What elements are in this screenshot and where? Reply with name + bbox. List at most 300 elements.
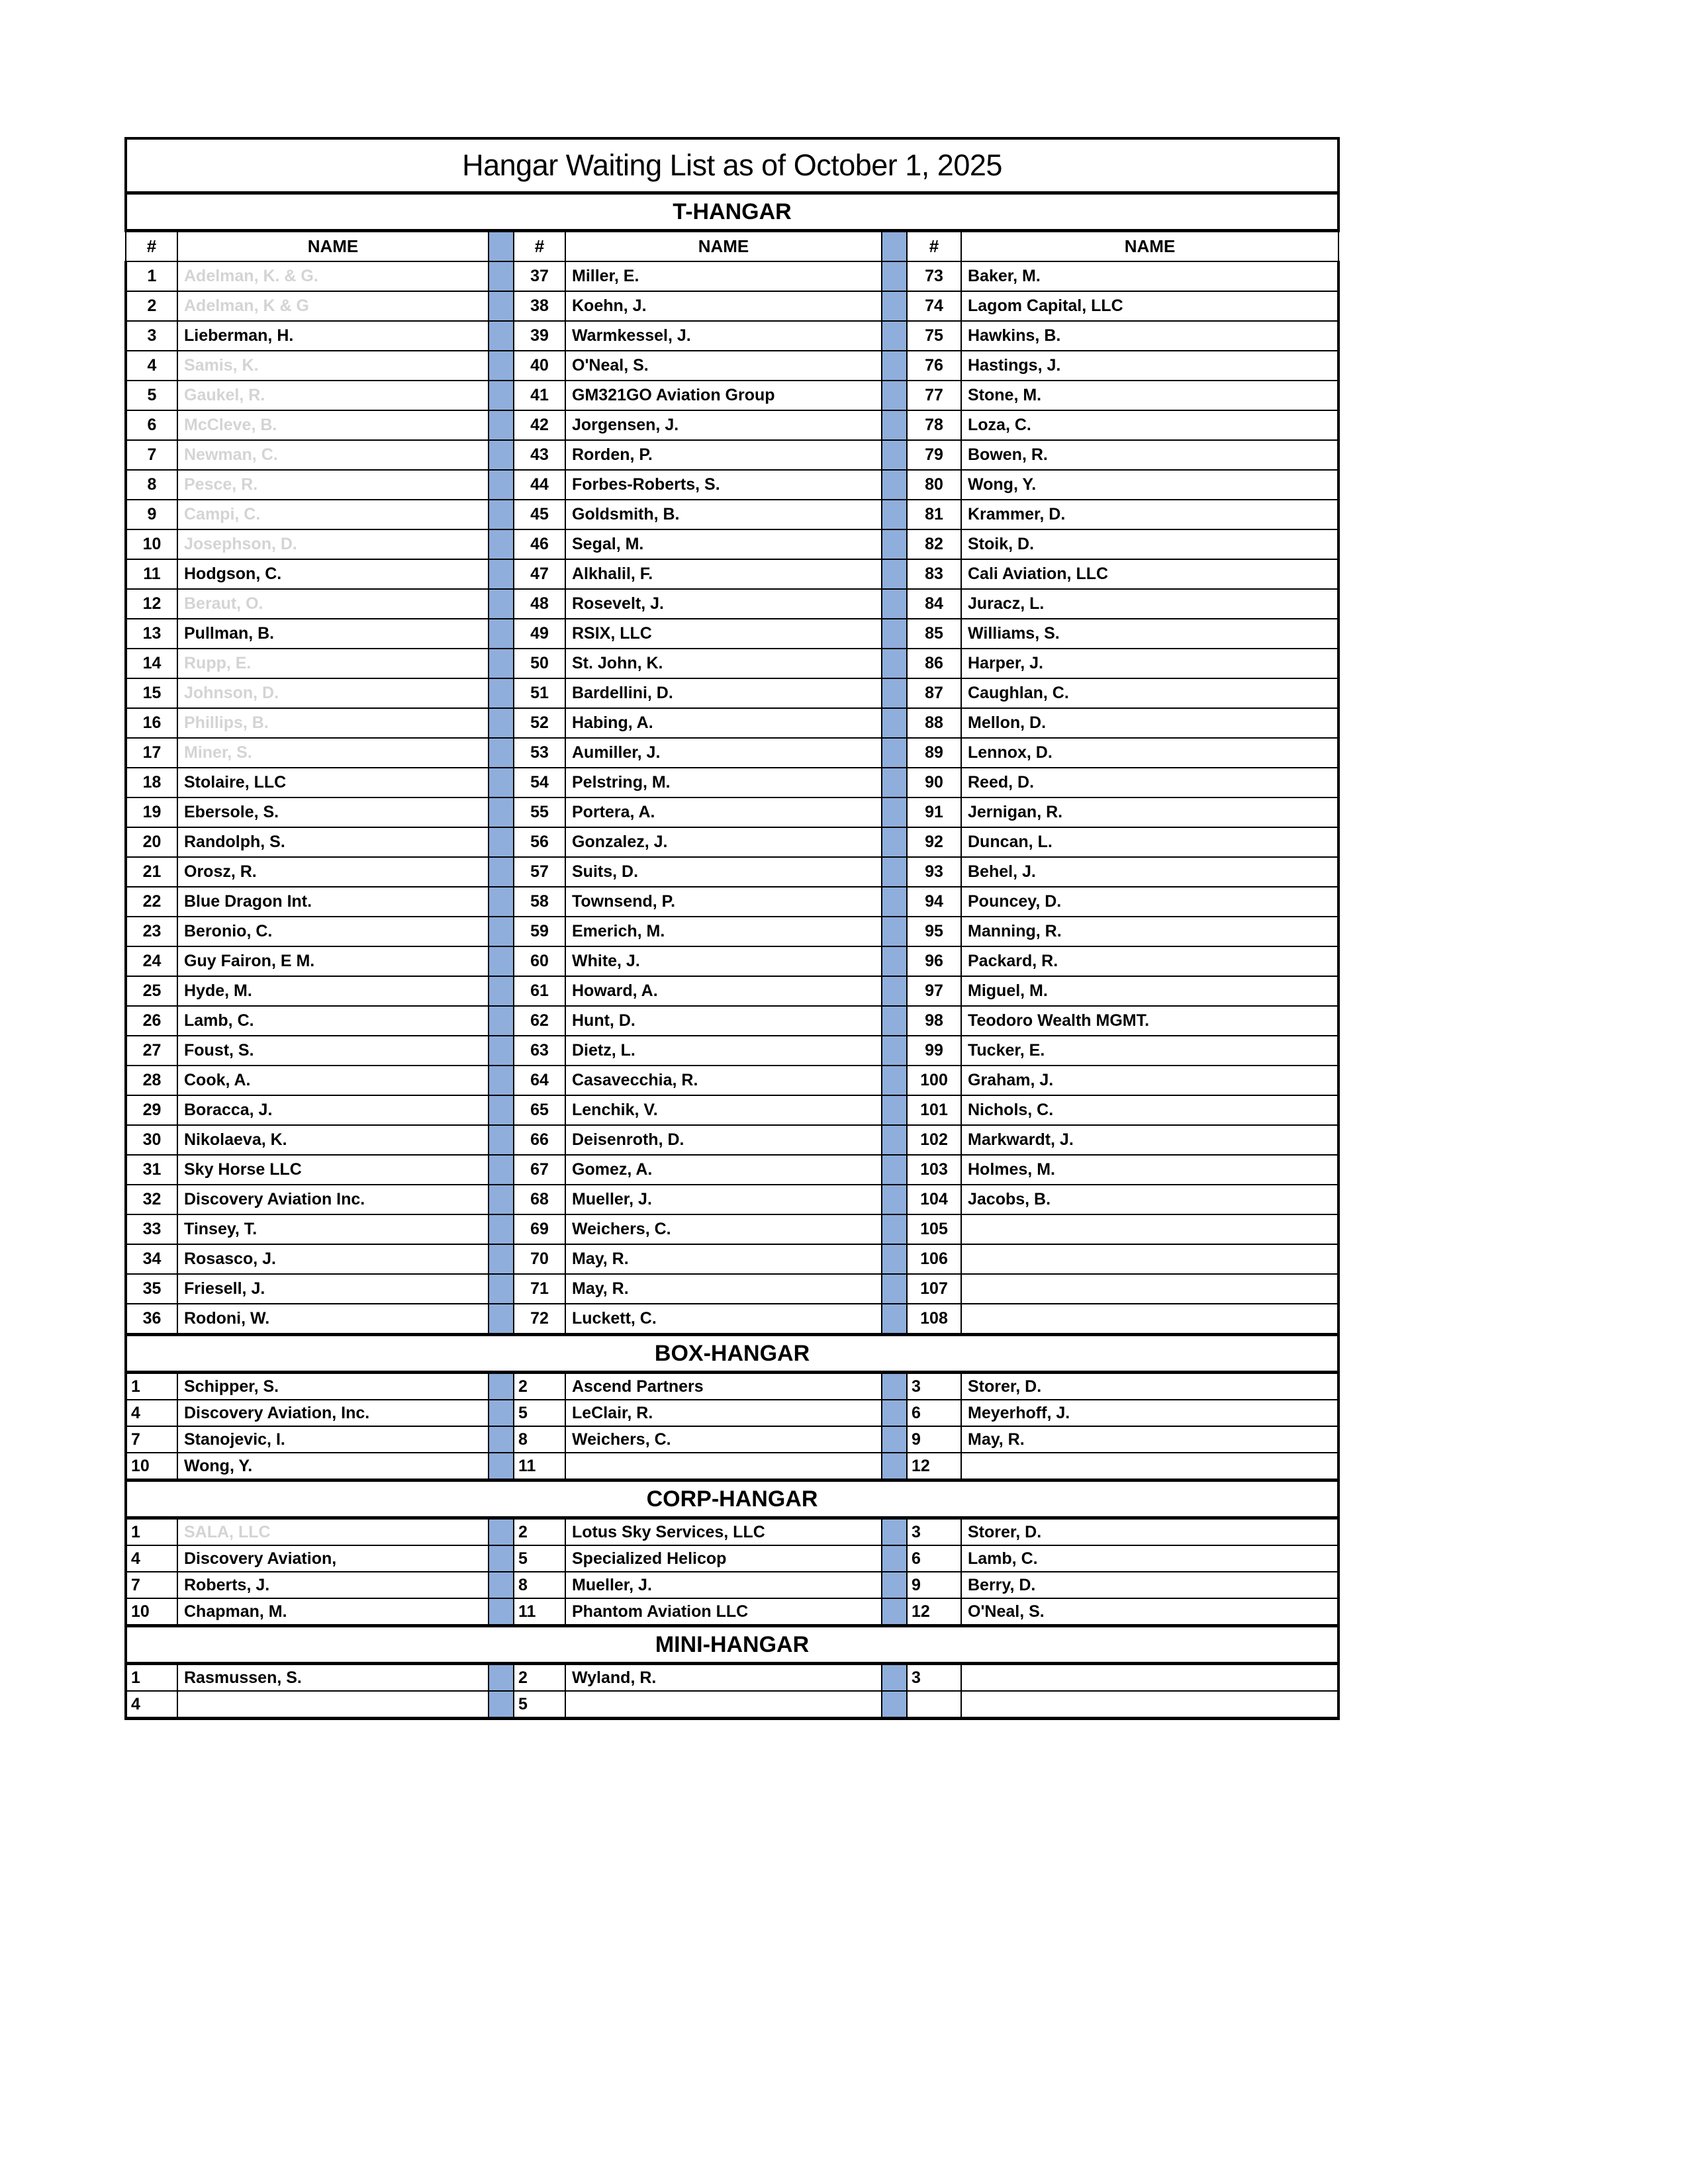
row-spacer-1 bbox=[489, 1518, 514, 1546]
row-spacer-2 bbox=[882, 1066, 907, 1095]
row-spacer-2 bbox=[882, 1274, 907, 1304]
row-spacer-2 bbox=[882, 440, 907, 470]
row-name-cell bbox=[961, 1214, 1338, 1244]
row-number-cell: 83 bbox=[907, 559, 961, 589]
row-spacer-1 bbox=[489, 1155, 514, 1185]
column-header-name-1: NAME bbox=[177, 231, 489, 262]
row-name-cell: Discovery Aviation Inc. bbox=[177, 1185, 489, 1214]
row-number-cell: 6 bbox=[907, 1545, 961, 1572]
row-number-cell: 79 bbox=[907, 440, 961, 470]
row-spacer-1 bbox=[489, 559, 514, 589]
row-name-cell: Hastings, J. bbox=[961, 351, 1338, 381]
table-row bbox=[126, 1453, 1338, 1480]
row-spacer-1 bbox=[489, 857, 514, 887]
row-spacer-2 bbox=[882, 1572, 907, 1598]
row-number-cell: 69 bbox=[514, 1214, 565, 1244]
row-name-cell: Boracca, J. bbox=[177, 1095, 489, 1125]
table-row bbox=[126, 1066, 1338, 1095]
row-number-cell: 103 bbox=[907, 1155, 961, 1185]
row-number-cell: 33 bbox=[126, 1214, 177, 1244]
row-number-cell: 91 bbox=[907, 797, 961, 827]
row-number-cell: 9 bbox=[126, 500, 177, 529]
row-number-cell: 11 bbox=[514, 1453, 565, 1480]
table-row bbox=[126, 708, 1338, 738]
row-spacer-2 bbox=[882, 1185, 907, 1214]
column-spacer-1 bbox=[489, 231, 514, 262]
row-number-cell: 50 bbox=[514, 649, 565, 678]
row-name-cell: Jorgensen, J. bbox=[565, 410, 882, 440]
row-name-cell: Stolaire, LLC bbox=[177, 768, 489, 797]
row-spacer-1 bbox=[489, 738, 514, 768]
row-number-cell: 67 bbox=[514, 1155, 565, 1185]
row-number-cell: 3 bbox=[907, 1373, 961, 1400]
row-name-cell: May, R. bbox=[565, 1274, 882, 1304]
table-row bbox=[126, 1426, 1338, 1453]
table-row bbox=[126, 738, 1338, 768]
row-spacer-2 bbox=[882, 500, 907, 529]
column-header-name-2: NAME bbox=[565, 231, 882, 262]
row-name-cell: Pouncey, D. bbox=[961, 887, 1338, 917]
row-name-cell: Goldsmith, B. bbox=[565, 500, 882, 529]
page-title: Hangar Waiting List as of October 1, 2025 bbox=[126, 138, 1338, 193]
row-name-cell: Berry, D. bbox=[961, 1572, 1338, 1598]
row-number-cell: 68 bbox=[514, 1185, 565, 1214]
row-number-cell: 53 bbox=[514, 738, 565, 768]
row-name-cell: Chapman, M. bbox=[177, 1598, 489, 1626]
row-name-cell: Reed, D. bbox=[961, 768, 1338, 797]
row-name-cell bbox=[177, 1691, 489, 1719]
row-spacer-2 bbox=[882, 1545, 907, 1572]
row-name-cell: Miner, S. bbox=[177, 738, 489, 768]
row-number-cell: 98 bbox=[907, 1006, 961, 1036]
row-name-cell: Rosevelt, J. bbox=[565, 589, 882, 619]
row-name-cell: Duncan, L. bbox=[961, 827, 1338, 857]
row-number-cell: 88 bbox=[907, 708, 961, 738]
row-number-cell: 65 bbox=[514, 1095, 565, 1125]
row-spacer-1 bbox=[489, 768, 514, 797]
row-spacer-1 bbox=[489, 1244, 514, 1274]
row-name-cell: Behel, J. bbox=[961, 857, 1338, 887]
row-name-cell: Lamb, C. bbox=[961, 1545, 1338, 1572]
row-spacer-1 bbox=[489, 708, 514, 738]
table-row bbox=[126, 619, 1338, 649]
column-header-number-3: # bbox=[907, 231, 961, 262]
row-name-cell: Samis, K. bbox=[177, 351, 489, 381]
row-name-cell: Josephson, D. bbox=[177, 529, 489, 559]
row-number-cell: 10 bbox=[126, 529, 177, 559]
row-number-cell: 87 bbox=[907, 678, 961, 708]
row-name-cell: Miguel, M. bbox=[961, 976, 1338, 1006]
row-number-cell: 39 bbox=[514, 321, 565, 351]
column-spacer-2 bbox=[882, 231, 907, 262]
row-spacer-1 bbox=[489, 1453, 514, 1480]
row-spacer-2 bbox=[882, 1426, 907, 1453]
row-spacer-2 bbox=[882, 1125, 907, 1155]
row-spacer-2 bbox=[882, 559, 907, 589]
row-spacer-1 bbox=[489, 1545, 514, 1572]
row-number-cell: 18 bbox=[126, 768, 177, 797]
row-number-cell: 27 bbox=[126, 1036, 177, 1066]
row-number-cell: 21 bbox=[126, 857, 177, 887]
row-name-cell: Campi, C. bbox=[177, 500, 489, 529]
row-name-cell: Lagom Capital, LLC bbox=[961, 291, 1338, 321]
row-number-cell: 7 bbox=[126, 1572, 177, 1598]
row-number-cell: 22 bbox=[126, 887, 177, 917]
row-number-cell: 8 bbox=[514, 1426, 565, 1453]
row-spacer-1 bbox=[489, 440, 514, 470]
row-number-cell: 38 bbox=[514, 291, 565, 321]
row-name-cell: Stoik, D. bbox=[961, 529, 1338, 559]
table-row bbox=[126, 797, 1338, 827]
row-name-cell: Packard, R. bbox=[961, 946, 1338, 976]
row-name-cell: May, R. bbox=[565, 1244, 882, 1274]
row-name-cell: Casavecchia, R. bbox=[565, 1066, 882, 1095]
row-number-cell: 72 bbox=[514, 1304, 565, 1335]
row-number-cell: 46 bbox=[514, 529, 565, 559]
row-spacer-2 bbox=[882, 351, 907, 381]
row-number-cell: 8 bbox=[126, 470, 177, 500]
row-spacer-1 bbox=[489, 619, 514, 649]
row-name-cell: Jernigan, R. bbox=[961, 797, 1338, 827]
row-number-cell: 10 bbox=[126, 1453, 177, 1480]
row-number-cell: 24 bbox=[126, 946, 177, 976]
table-row bbox=[126, 976, 1338, 1006]
row-spacer-1 bbox=[489, 1664, 514, 1692]
table-row bbox=[126, 887, 1338, 917]
row-number-cell: 15 bbox=[126, 678, 177, 708]
table-row bbox=[126, 470, 1338, 500]
table-row bbox=[126, 1545, 1338, 1572]
row-number-cell: 90 bbox=[907, 768, 961, 797]
row-number-cell: 4 bbox=[126, 351, 177, 381]
row-name-cell: Sky Horse LLC bbox=[177, 1155, 489, 1185]
row-spacer-1 bbox=[489, 1274, 514, 1304]
row-number-cell: 48 bbox=[514, 589, 565, 619]
row-number-cell: 101 bbox=[907, 1095, 961, 1125]
table-row bbox=[126, 1400, 1338, 1426]
row-name-cell: Juracz, L. bbox=[961, 589, 1338, 619]
row-number-cell: 57 bbox=[514, 857, 565, 887]
row-number-cell: 5 bbox=[126, 381, 177, 410]
column-header-number-2: # bbox=[514, 231, 565, 262]
section-title-box-hangar: BOX-HANGAR bbox=[126, 1335, 1338, 1373]
row-number-cell: 92 bbox=[907, 827, 961, 857]
row-name-cell: Lennox, D. bbox=[961, 738, 1338, 768]
row-number-cell: 37 bbox=[514, 261, 565, 291]
row-number-cell: 84 bbox=[907, 589, 961, 619]
row-name-cell: Warmkessel, J. bbox=[565, 321, 882, 351]
table-row bbox=[126, 559, 1338, 589]
row-spacer-2 bbox=[882, 1036, 907, 1066]
row-name-cell: Miller, E. bbox=[565, 261, 882, 291]
row-number-cell: 93 bbox=[907, 857, 961, 887]
row-name-cell: Pelstring, M. bbox=[565, 768, 882, 797]
row-number-cell: 105 bbox=[907, 1214, 961, 1244]
row-number-cell: 1 bbox=[126, 261, 177, 291]
row-name-cell: Friesell, J. bbox=[177, 1274, 489, 1304]
table-row bbox=[126, 440, 1338, 470]
row-spacer-1 bbox=[489, 381, 514, 410]
row-spacer-1 bbox=[489, 589, 514, 619]
row-spacer-2 bbox=[882, 291, 907, 321]
row-name-cell: Alkhalil, F. bbox=[565, 559, 882, 589]
row-number-cell: 58 bbox=[514, 887, 565, 917]
row-name-cell: May, R. bbox=[961, 1426, 1338, 1453]
row-number-cell: 47 bbox=[514, 559, 565, 589]
row-name-cell: Teodoro Wealth MGMT. bbox=[961, 1006, 1338, 1036]
row-name-cell: LeClair, R. bbox=[565, 1400, 882, 1426]
table-row bbox=[126, 500, 1338, 529]
row-number-cell: 5 bbox=[514, 1400, 565, 1426]
row-name-cell: Phantom Aviation LLC bbox=[565, 1598, 882, 1626]
row-spacer-1 bbox=[489, 1304, 514, 1335]
row-name-cell: Ascend Partners bbox=[565, 1373, 882, 1400]
row-name-cell: Hawkins, B. bbox=[961, 321, 1338, 351]
row-spacer-1 bbox=[489, 1066, 514, 1095]
row-name-cell: Rupp, E. bbox=[177, 649, 489, 678]
row-name-cell bbox=[565, 1453, 882, 1480]
table-row bbox=[126, 917, 1338, 946]
row-name-cell: Adelman, K & G bbox=[177, 291, 489, 321]
row-name-cell: Orosz, R. bbox=[177, 857, 489, 887]
table-row bbox=[126, 1518, 1338, 1546]
row-name-cell: Schipper, S. bbox=[177, 1373, 489, 1400]
row-name-cell: Gaukel, R. bbox=[177, 381, 489, 410]
row-number-cell: 99 bbox=[907, 1036, 961, 1066]
row-name-cell: Storer, D. bbox=[961, 1373, 1338, 1400]
row-name-cell: Jacobs, B. bbox=[961, 1185, 1338, 1214]
row-number-cell: 19 bbox=[126, 797, 177, 827]
row-name-cell: Portera, A. bbox=[565, 797, 882, 827]
row-name-cell: Tucker, E. bbox=[961, 1036, 1338, 1066]
row-name-cell: Roberts, J. bbox=[177, 1572, 489, 1598]
row-name-cell: Stanojevic, I. bbox=[177, 1426, 489, 1453]
row-spacer-1 bbox=[489, 797, 514, 827]
row-number-cell: 85 bbox=[907, 619, 961, 649]
row-name-cell: Ebersole, S. bbox=[177, 797, 489, 827]
row-number-cell: 49 bbox=[514, 619, 565, 649]
row-spacer-1 bbox=[489, 827, 514, 857]
row-name-cell: Wong, Y. bbox=[177, 1453, 489, 1480]
row-spacer-2 bbox=[882, 619, 907, 649]
row-number-cell: 1 bbox=[126, 1518, 177, 1546]
row-number-cell: 82 bbox=[907, 529, 961, 559]
row-number-cell: 108 bbox=[907, 1304, 961, 1335]
table-row bbox=[126, 351, 1338, 381]
row-name-cell: Lenchik, V. bbox=[565, 1095, 882, 1125]
row-spacer-1 bbox=[489, 887, 514, 917]
row-spacer-2 bbox=[882, 589, 907, 619]
table-row bbox=[126, 381, 1338, 410]
row-number-cell: 3 bbox=[907, 1664, 961, 1692]
row-spacer-1 bbox=[489, 1373, 514, 1400]
row-number-cell: 30 bbox=[126, 1125, 177, 1155]
row-name-cell: Emerich, M. bbox=[565, 917, 882, 946]
row-name-cell: RSIX, LLC bbox=[565, 619, 882, 649]
row-spacer-1 bbox=[489, 1400, 514, 1426]
row-number-cell: 1 bbox=[126, 1373, 177, 1400]
section-banner-row bbox=[126, 1626, 1338, 1664]
row-spacer-2 bbox=[882, 887, 907, 917]
row-name-cell: Foust, S. bbox=[177, 1036, 489, 1066]
row-number-cell: 34 bbox=[126, 1244, 177, 1274]
row-name-cell bbox=[961, 1664, 1338, 1692]
table-row bbox=[126, 1664, 1338, 1692]
row-number-cell: 73 bbox=[907, 261, 961, 291]
row-name-cell: Bardellini, D. bbox=[565, 678, 882, 708]
row-spacer-2 bbox=[882, 1373, 907, 1400]
row-name-cell: Specialized Helicop bbox=[565, 1545, 882, 1572]
row-number-cell: 2 bbox=[514, 1664, 565, 1692]
row-spacer-2 bbox=[882, 261, 907, 291]
table-row bbox=[126, 1244, 1338, 1274]
row-name-cell bbox=[961, 1453, 1338, 1480]
row-spacer-2 bbox=[882, 738, 907, 768]
row-name-cell: Dietz, L. bbox=[565, 1036, 882, 1066]
row-spacer-1 bbox=[489, 1598, 514, 1626]
row-number-cell: 102 bbox=[907, 1125, 961, 1155]
row-number-cell: 32 bbox=[126, 1185, 177, 1214]
row-spacer-1 bbox=[489, 946, 514, 976]
row-spacer-1 bbox=[489, 261, 514, 291]
row-spacer-2 bbox=[882, 976, 907, 1006]
row-name-cell: Lamb, C. bbox=[177, 1006, 489, 1036]
row-name-cell: Mellon, D. bbox=[961, 708, 1338, 738]
row-spacer-1 bbox=[489, 1426, 514, 1453]
row-name-cell: Krammer, D. bbox=[961, 500, 1338, 529]
row-number-cell: 94 bbox=[907, 887, 961, 917]
row-spacer-2 bbox=[882, 1006, 907, 1036]
row-number-cell: 41 bbox=[514, 381, 565, 410]
row-name-cell: Mueller, J. bbox=[565, 1185, 882, 1214]
row-spacer-1 bbox=[489, 917, 514, 946]
row-number-cell: 12 bbox=[907, 1598, 961, 1626]
row-number-cell bbox=[907, 1691, 961, 1719]
table-row bbox=[126, 410, 1338, 440]
row-name-cell: GM321GO Aviation Group bbox=[565, 381, 882, 410]
row-number-cell: 25 bbox=[126, 976, 177, 1006]
row-number-cell: 104 bbox=[907, 1185, 961, 1214]
row-name-cell: Hyde, M. bbox=[177, 976, 489, 1006]
row-name-cell: Habing, A. bbox=[565, 708, 882, 738]
row-name-cell: Nichols, C. bbox=[961, 1095, 1338, 1125]
table-row bbox=[126, 291, 1338, 321]
row-name-cell: Harper, J. bbox=[961, 649, 1338, 678]
row-number-cell: 2 bbox=[514, 1518, 565, 1546]
table-row bbox=[126, 768, 1338, 797]
row-number-cell: 29 bbox=[126, 1095, 177, 1125]
row-name-cell bbox=[961, 1274, 1338, 1304]
row-number-cell: 81 bbox=[907, 500, 961, 529]
table-row bbox=[126, 1373, 1338, 1400]
row-number-cell: 40 bbox=[514, 351, 565, 381]
row-number-cell: 55 bbox=[514, 797, 565, 827]
row-spacer-2 bbox=[882, 649, 907, 678]
row-number-cell: 5 bbox=[514, 1691, 565, 1719]
row-number-cell: 8 bbox=[514, 1572, 565, 1598]
row-name-cell: Gonzalez, J. bbox=[565, 827, 882, 857]
row-name-cell: Howard, A. bbox=[565, 976, 882, 1006]
row-name-cell: Phillips, B. bbox=[177, 708, 489, 738]
row-spacer-1 bbox=[489, 1095, 514, 1125]
row-name-cell: Meyerhoff, J. bbox=[961, 1400, 1338, 1426]
row-number-cell: 16 bbox=[126, 708, 177, 738]
row-name-cell: O'Neal, S. bbox=[565, 351, 882, 381]
table-row bbox=[126, 1214, 1338, 1244]
table-row bbox=[126, 1125, 1338, 1155]
row-name-cell: Manning, R. bbox=[961, 917, 1338, 946]
table-row bbox=[126, 1006, 1338, 1036]
title-row bbox=[126, 138, 1338, 193]
row-name-cell: Pullman, B. bbox=[177, 619, 489, 649]
row-number-cell: 14 bbox=[126, 649, 177, 678]
table-row bbox=[126, 1572, 1338, 1598]
table-row bbox=[126, 827, 1338, 857]
row-name-cell: Williams, S. bbox=[961, 619, 1338, 649]
row-number-cell: 51 bbox=[514, 678, 565, 708]
row-number-cell: 5 bbox=[514, 1545, 565, 1572]
row-number-cell: 77 bbox=[907, 381, 961, 410]
row-spacer-2 bbox=[882, 946, 907, 976]
row-number-cell: 3 bbox=[126, 321, 177, 351]
table-row bbox=[126, 1274, 1338, 1304]
row-number-cell: 97 bbox=[907, 976, 961, 1006]
row-number-cell: 56 bbox=[514, 827, 565, 857]
row-spacer-2 bbox=[882, 917, 907, 946]
row-name-cell: Graham, J. bbox=[961, 1066, 1338, 1095]
row-name-cell: Randolph, S. bbox=[177, 827, 489, 857]
row-name-cell: Adelman, K. & G. bbox=[177, 261, 489, 291]
table-row bbox=[126, 589, 1338, 619]
row-number-cell: 70 bbox=[514, 1244, 565, 1274]
row-spacer-1 bbox=[489, 291, 514, 321]
row-spacer-1 bbox=[489, 1572, 514, 1598]
row-number-cell: 26 bbox=[126, 1006, 177, 1036]
table-row bbox=[126, 678, 1338, 708]
row-name-cell: Townsend, P. bbox=[565, 887, 882, 917]
column-header-number-1: # bbox=[126, 231, 177, 262]
row-number-cell: 89 bbox=[907, 738, 961, 768]
row-number-cell: 76 bbox=[907, 351, 961, 381]
row-name-cell: Segal, M. bbox=[565, 529, 882, 559]
row-spacer-2 bbox=[882, 1155, 907, 1185]
row-spacer-2 bbox=[882, 321, 907, 351]
row-spacer-2 bbox=[882, 1664, 907, 1692]
row-number-cell: 95 bbox=[907, 917, 961, 946]
table-row bbox=[126, 1155, 1338, 1185]
row-name-cell: White, J. bbox=[565, 946, 882, 976]
row-name-cell: SALA, LLC bbox=[177, 1518, 489, 1546]
row-name-cell bbox=[961, 1244, 1338, 1274]
row-number-cell: 66 bbox=[514, 1125, 565, 1155]
row-name-cell: Rosasco, J. bbox=[177, 1244, 489, 1274]
row-number-cell: 2 bbox=[514, 1373, 565, 1400]
row-name-cell: Wyland, R. bbox=[565, 1664, 882, 1692]
row-spacer-2 bbox=[882, 1453, 907, 1480]
row-number-cell: 52 bbox=[514, 708, 565, 738]
row-name-cell: Discovery Aviation, bbox=[177, 1545, 489, 1572]
row-number-cell: 9 bbox=[907, 1426, 961, 1453]
row-number-cell: 64 bbox=[514, 1066, 565, 1095]
row-spacer-1 bbox=[489, 976, 514, 1006]
row-spacer-1 bbox=[489, 1214, 514, 1244]
row-name-cell: Koehn, J. bbox=[565, 291, 882, 321]
row-spacer-2 bbox=[882, 410, 907, 440]
row-name-cell bbox=[565, 1691, 882, 1719]
section-banner-row bbox=[126, 1335, 1338, 1373]
row-name-cell: Holmes, M. bbox=[961, 1155, 1338, 1185]
row-spacer-1 bbox=[489, 1125, 514, 1155]
